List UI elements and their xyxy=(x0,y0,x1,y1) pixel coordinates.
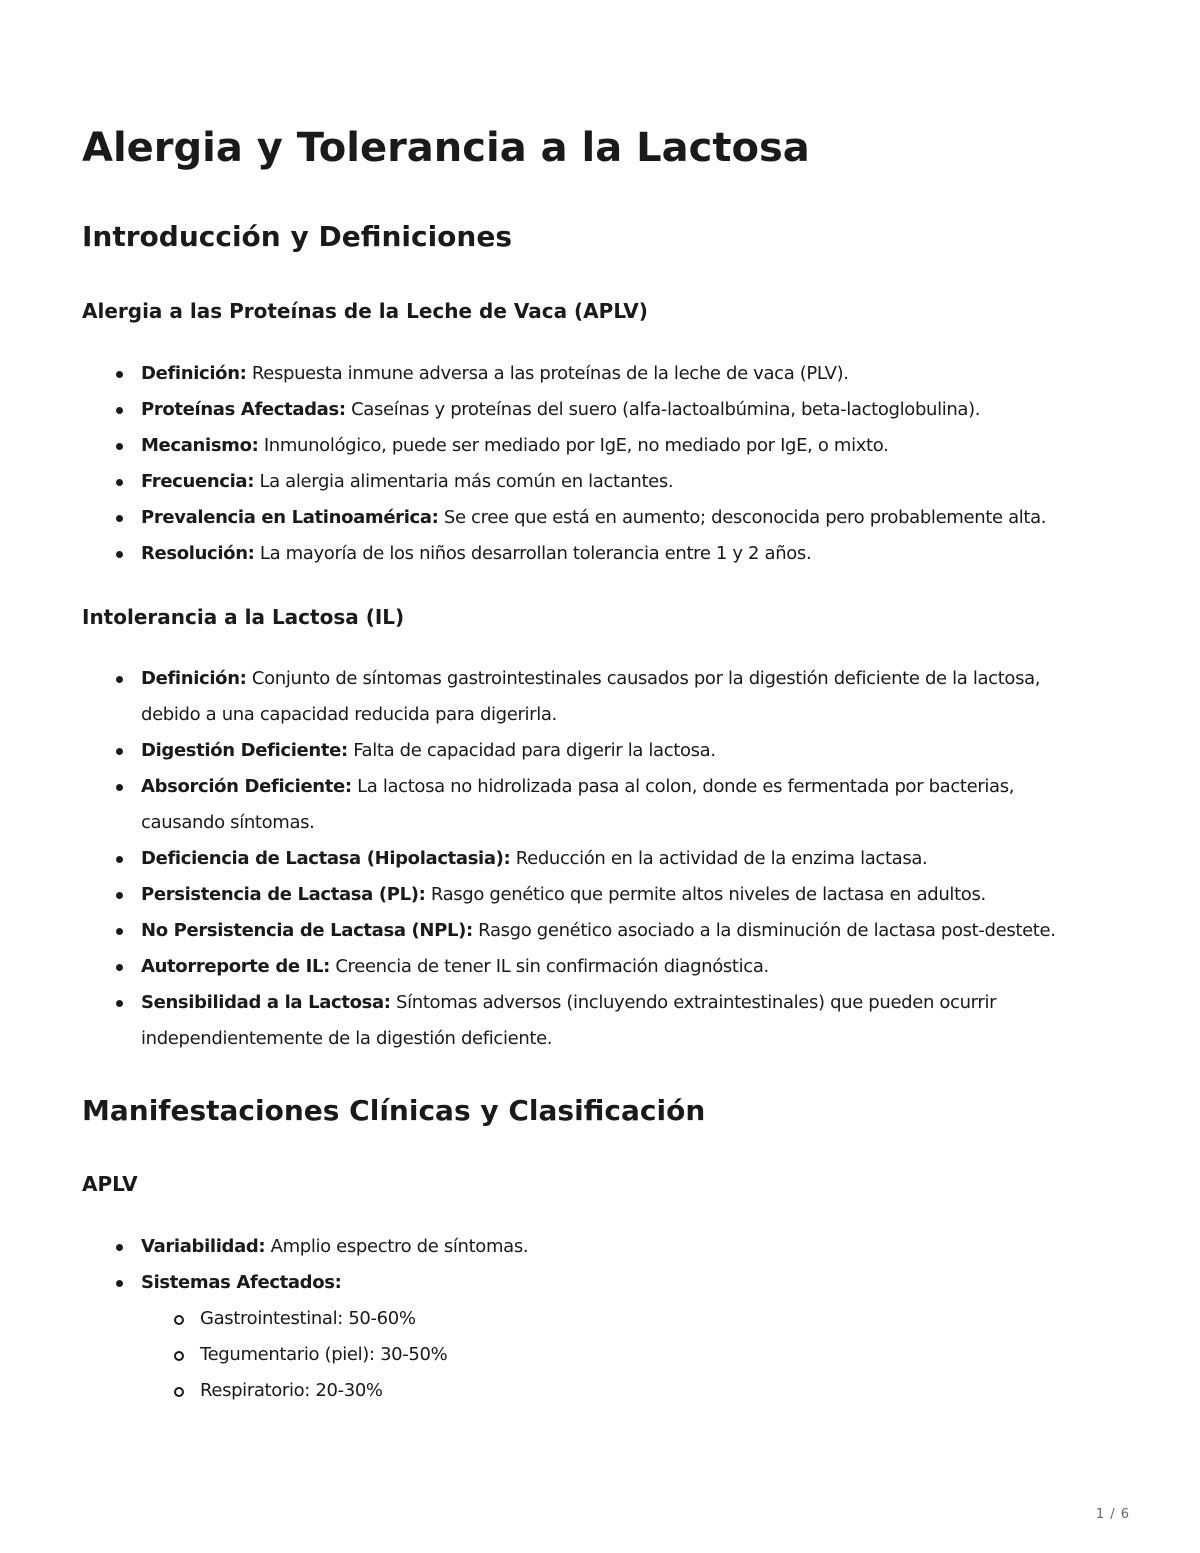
list-item-term: Mecanismo: xyxy=(141,435,259,456)
list-item-text: Rasgo genético asociado a la disminución de lactasa post-destete. xyxy=(472,920,1056,941)
list-item-term: Absorción Deficiente: xyxy=(141,776,352,797)
list-item-term: Sensibilidad a la Lactosa: xyxy=(141,992,391,1013)
list-item-term: Proteínas Afectadas: xyxy=(141,399,346,420)
list-item-text: Amplio espectro de síntomas. xyxy=(265,1236,529,1257)
sublist-item: Respiratorio: 20-30% xyxy=(141,1373,1142,1409)
document-title: Alergia y Tolerancia a la Lactosa xyxy=(82,125,810,171)
subsection-heading-aplv-def: Alergia a las Proteínas de la Leche de Vaca (APLV) xyxy=(82,299,648,323)
list-item-term: Prevalencia en Latinoamérica: xyxy=(141,507,439,528)
list-item-text: Caseínas y proteínas del suero (alfa-lactoalbúmina, beta-lactoglobulina). xyxy=(345,399,981,420)
list-item-text: La mayoría de los niños desarrollan tolerancia entre 1 y 2 años. xyxy=(254,543,812,564)
list-item-term: No Persistencia de Lactasa (NPL): xyxy=(141,920,473,941)
il-definitions-list xyxy=(82,661,1062,1057)
list-item xyxy=(82,464,1142,500)
list-item xyxy=(82,500,1142,536)
list-item-text: La alergia alimentaria más común en lactantes. xyxy=(254,471,674,492)
list-item xyxy=(82,733,1062,769)
section-heading-intro: Introducción y Definiciones xyxy=(82,220,513,253)
list-item-text: Síntomas adversos (incluyendo extraintestinales) que pueden ocurrir independientemente de la digestión deficiente. xyxy=(141,992,997,1049)
list-item-text: Rasgo genético que permite altos niveles de lactasa en adultos. xyxy=(425,884,986,905)
list-item-text: Conjunto de síntomas gastrointestinales causados por la digestión deficiente de la lactosa, debido a una capacidad reducida para digerirla. xyxy=(141,668,1041,725)
list-item-term: Autorreporte de IL: xyxy=(141,956,330,977)
aplv-definitions-list xyxy=(82,356,1142,572)
list-item xyxy=(82,841,1062,877)
list-item xyxy=(82,392,1142,428)
list-item-term: Definición: xyxy=(141,363,247,384)
list-item-text: Creencia de tener IL sin confirmación diagnóstica. xyxy=(329,956,769,977)
list-item xyxy=(82,985,1062,1057)
list-item-term: Resolución: xyxy=(141,543,255,564)
list-item xyxy=(82,949,1062,985)
page-number: 1 / 6 xyxy=(1095,1507,1130,1522)
list-item-text: Inmunológico, puede ser mediado por IgE, no mediado por IgE, o mixto. xyxy=(258,435,889,456)
list-item-term: Sistemas Afectados: xyxy=(141,1272,342,1293)
list-item xyxy=(82,536,1142,572)
aplv-manifestations-list xyxy=(82,1229,1142,1409)
list-item-term: Variabilidad: xyxy=(141,1236,266,1257)
list-item-text: Falta de capacidad para digerir la lactosa. xyxy=(347,740,716,761)
list-item xyxy=(82,877,1062,913)
list-item xyxy=(82,1229,1142,1265)
list-item xyxy=(82,913,1062,949)
list-item-term: Persistencia de Lactasa (PL): xyxy=(141,884,426,905)
list-item xyxy=(82,661,1062,733)
list-item-text: Respuesta inmune adversa a las proteínas de la leche de vaca (PLV). xyxy=(246,363,849,384)
list-item-term: Frecuencia: xyxy=(141,471,255,492)
list-item-term: Definición: xyxy=(141,668,247,689)
list-item-term: Deficiencia de Lactasa (Hipolactasia): xyxy=(141,848,511,869)
list-item-text: Reducción en la actividad de la enzima lactasa. xyxy=(510,848,928,869)
list-item-text: La lactosa no hidrolizada pasa al colon, donde es fermentada por bacterias, causando síntomas. xyxy=(141,776,1015,833)
list-item xyxy=(82,1265,1142,1409)
affected-systems-sublist xyxy=(141,1301,1142,1409)
subsection-heading-il: Intolerancia a la Lactosa (IL) xyxy=(82,605,405,629)
sublist-item: Gastrointestinal: 50-60% xyxy=(141,1301,1142,1337)
list-item xyxy=(82,428,1142,464)
list-item xyxy=(82,769,1062,841)
list-item xyxy=(82,356,1142,392)
list-item-text: Se cree que está en aumento; desconocida pero probablemente alta. xyxy=(438,507,1047,528)
subsection-heading-aplv: APLV xyxy=(82,1172,138,1196)
sublist-item: Tegumentario (piel): 30-50% xyxy=(141,1337,1142,1373)
list-item-term: Digestión Deficiente: xyxy=(141,740,348,761)
section-heading-manifestations: Manifestaciones Clínicas y Clasificación xyxy=(82,1094,706,1127)
